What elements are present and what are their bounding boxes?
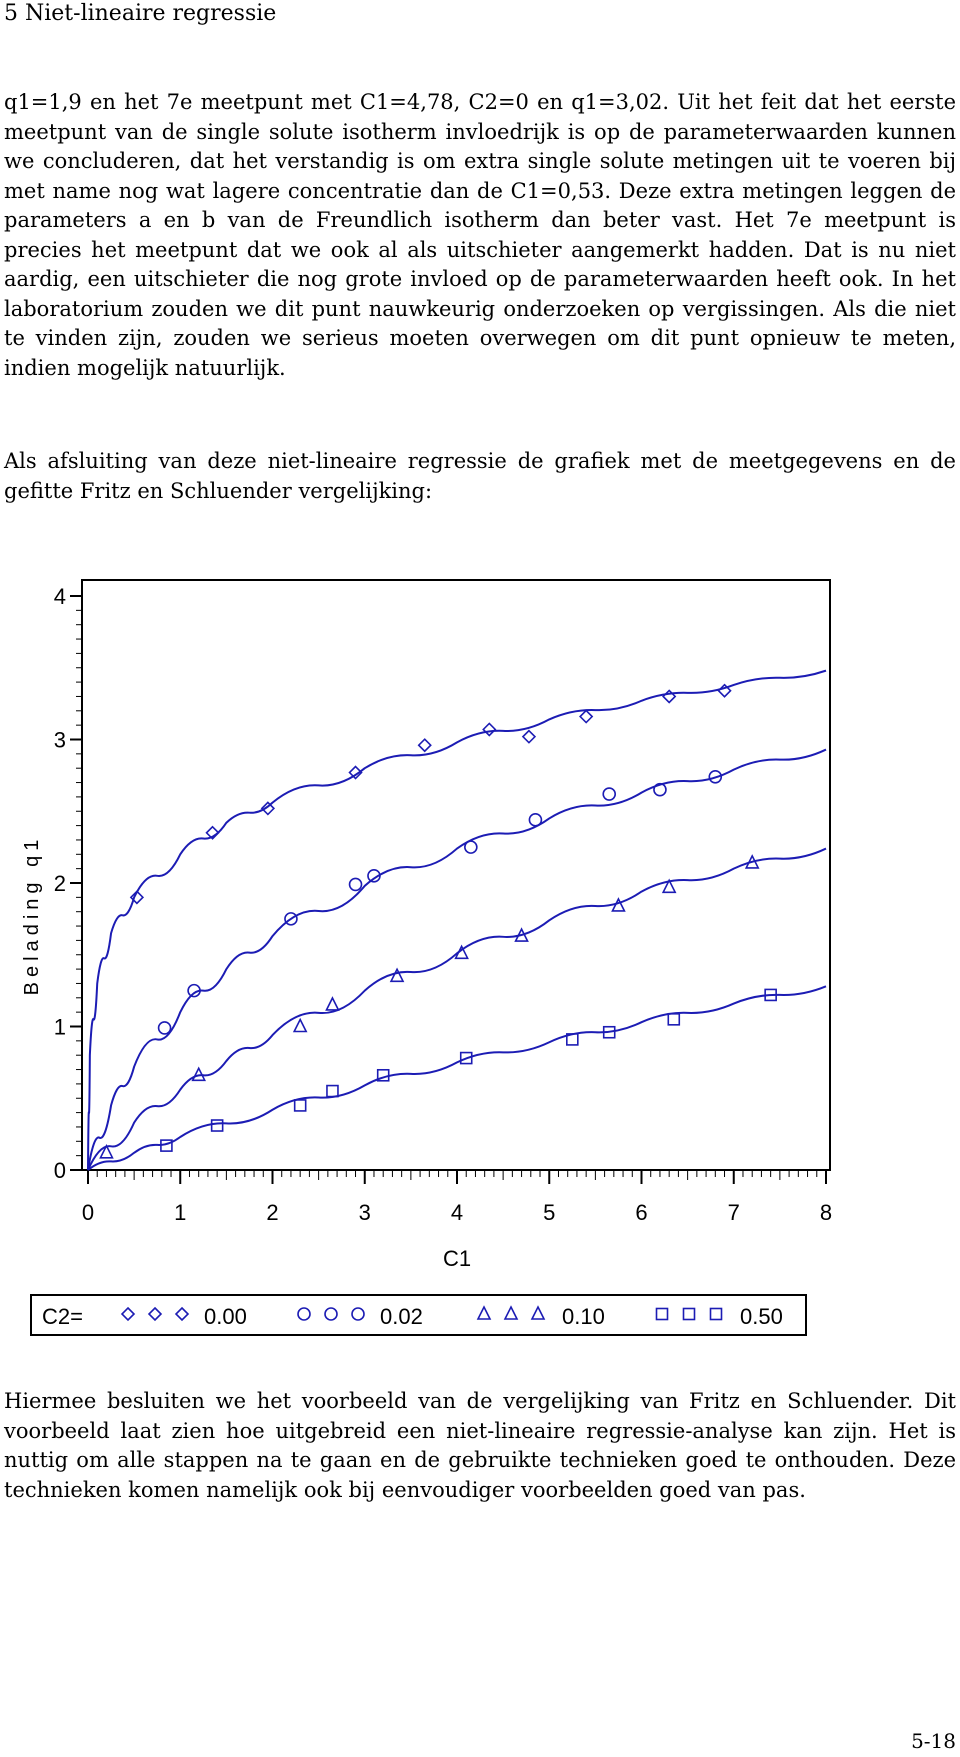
page-number: 5-18	[911, 1729, 956, 1753]
triangle-legend-symbol	[532, 1307, 544, 1319]
x-tick-label: 5	[543, 1200, 556, 1225]
triangle-legend-symbol	[505, 1307, 517, 1319]
y-tick-label: 4	[53, 584, 66, 609]
square-legend-symbol	[657, 1309, 668, 1320]
y-tick-label: 0	[53, 1158, 66, 1183]
circle-point	[603, 788, 615, 800]
triangle-point	[294, 1020, 306, 1032]
legend-label-2: 0.10	[562, 1304, 605, 1329]
diamond-point	[663, 690, 675, 702]
square-legend-symbol	[684, 1309, 695, 1320]
running-header: 5 Niet-lineaire regressie	[4, 1, 277, 26]
circle-legend-symbol	[298, 1308, 310, 1320]
y-axis-label: Belading q1	[21, 834, 43, 996]
isotherm-chart	[0, 560, 960, 1280]
circle-point	[529, 814, 541, 826]
diamond-legend-symbol	[122, 1308, 134, 1320]
diamond-point	[523, 731, 535, 743]
square-legend-symbol	[711, 1309, 722, 1320]
circle-point	[465, 841, 477, 853]
x-tick-label: 6	[635, 1200, 648, 1225]
paragraph-intro: q1=1,9 en het 7e meetpunt met C1=4,78, C2=0 en q1=3,02. Uit het feit dat het eerste meetpunt van de single solute isotherm invloedrijk is op de parameterwaarden kunnen we concluderen, dat het verstandig is om extra single solute metingen uit te voeren bij met name nog wat lagere concentratie dan de C1=0,53. Deze extra metingen leggen de parameters a en b van de Freundlich isotherm dan beter vast. Het 7e meetpunt is precies het meetpunt dat we ook al als uitschieter aangemerkt hadden. Dat is nu niet aardig, een uitschieter die nog grote invloed op de parameterwaarden heeft ook. In het laboratorium zouden we dit punt nauwkeurig onderzoeken op vergissingen. Als die niet te vinden zijn, zouden we serieus moeten overwegen om dit punt opnieuw te meten, indien mogelijk natuurlijk.	[4, 90, 956, 380]
circle-point	[350, 878, 362, 890]
legend-label-3: 0.50	[740, 1304, 783, 1329]
x-axis-label: C1	[442, 1246, 472, 1271]
diamond-point	[483, 723, 495, 735]
square-point	[295, 1100, 306, 1111]
triangle-point	[326, 998, 338, 1010]
x-tick-label: 4	[450, 1200, 464, 1225]
paragraph-conclusion: Hiermee besluiten we het voorbeeld van de vergelijking van Fritz en Schluender. Dit voorbeeld laat zien hoe uitgebreid een niet-lineaire regressie-analyse kan zijn. Het is nuttig om alle stappen na te gaan en de gebruikte technieken goed te onthouden. Deze technieken komen namelijk ook bij eenvoudiger voorbeelden goed van pas.	[4, 1389, 956, 1502]
diamond-point	[580, 711, 592, 723]
triangle-marker-icon	[474, 1304, 554, 1324]
square-point	[327, 1086, 338, 1097]
legend-label-0: 0.00	[204, 1304, 247, 1329]
x-tick-label: 7	[727, 1200, 740, 1225]
fit-curve-0.00	[88, 671, 826, 1170]
triangle-point	[391, 969, 403, 981]
x-tick-label: 1	[174, 1200, 187, 1225]
square-marker-icon	[652, 1304, 732, 1324]
circle-legend-symbol	[325, 1308, 337, 1320]
y-tick-label: 2	[53, 871, 66, 896]
diamond-marker-icon	[118, 1304, 198, 1324]
x-tick-label: 3	[358, 1200, 371, 1225]
x-tick-label: 8	[819, 1200, 833, 1225]
chart-legend	[30, 1294, 807, 1336]
diamond-legend-symbol	[176, 1308, 188, 1320]
circle-marker-icon	[294, 1304, 374, 1324]
square-point	[212, 1120, 223, 1131]
paragraph-graph-intro: Als afsluiting van deze niet-lineaire regressie de grafiek met de meetgegevens en de gefitte Fritz en Schluender vergelijking:	[4, 449, 956, 503]
fit-curve-0.02	[88, 750, 826, 1170]
y-tick-label: 1	[53, 1014, 66, 1040]
x-tick-label: 0	[81, 1200, 95, 1225]
triangle-legend-symbol	[478, 1307, 490, 1319]
y-tick-label: 3	[53, 727, 66, 753]
circle-point	[159, 1022, 171, 1034]
circle-legend-symbol	[352, 1308, 364, 1320]
fit-curve-0.50	[88, 986, 826, 1170]
legend-label-1: 0.02	[380, 1304, 423, 1329]
square-point	[668, 1014, 679, 1025]
legend-title: C2=	[42, 1304, 83, 1329]
diamond-point	[419, 739, 431, 751]
diamond-legend-symbol	[149, 1308, 161, 1320]
x-tick-label: 2	[266, 1200, 279, 1225]
